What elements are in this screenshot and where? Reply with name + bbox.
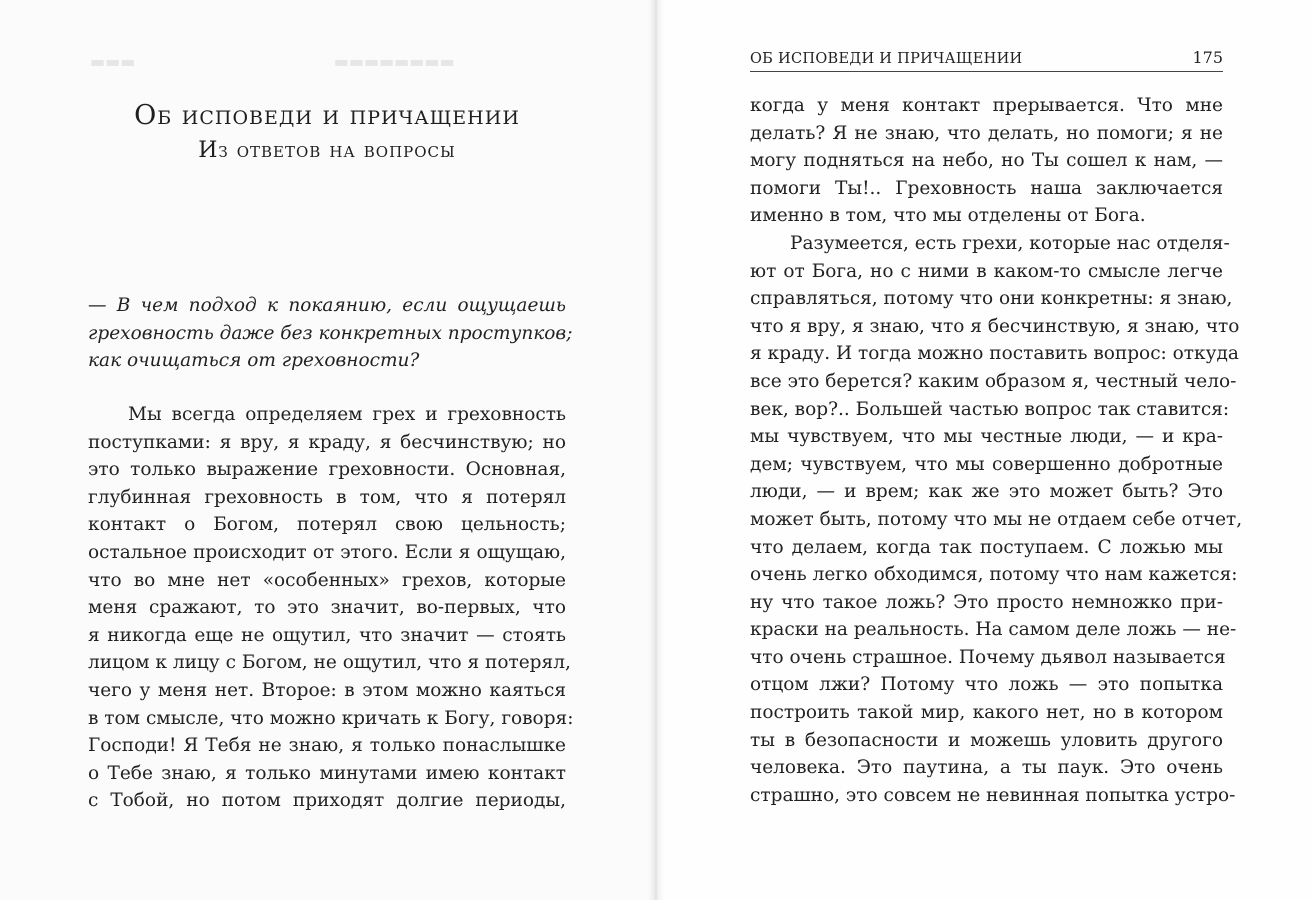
text-line: что я вру, я знаю, что я бесчинствую, я знаю, что (750, 315, 1240, 337)
text-line: с Тобой, но потом приходят долгие периоды, (88, 790, 566, 812)
running-head-title: ОБ ИСПОВЕДИ И ПРИЧАЩЕНИИ (750, 51, 1023, 67)
text-line: лицом к лицу с Богом, не ощутил, что я потерял, (88, 652, 571, 674)
text-line: построить такой мир, какого нет, но в котором (750, 702, 1223, 724)
text-line: я краду. И тогда можно поставить вопрос: откуда (750, 343, 1239, 365)
page-number: 175 (1192, 48, 1223, 67)
text-line: что делаем, когда так поступаем. С ложью мы (750, 536, 1223, 558)
text-line: я никогда еще не ощутил, что значит — стоять (88, 624, 566, 646)
text-line: глубинная греховность в том, что я потерял (88, 486, 566, 508)
text-line: Господи! Я Тебя не знаю, я только понаслышке (88, 735, 566, 757)
left-page (0, 0, 655, 900)
text-line: как очищаться от греховности? (88, 350, 420, 372)
question-text (88, 292, 573, 375)
text-line: очень легко обходимся, потому что нам кажется: (750, 564, 1238, 586)
text-line: человека. Это паутина, а ты паук. Это очень (750, 757, 1223, 779)
text-line: что во мне нет «особенных» грехов, которые (88, 569, 566, 591)
text-line: отцом лжи? Потому что ложь — это попытка (750, 674, 1223, 696)
text-line: ты в безопасности и можешь уловить другого (750, 729, 1223, 751)
text-line: это только выражение греховности. Основная, (88, 459, 566, 481)
text-line: что очень страшное. Почему дьявол называется (750, 646, 1226, 668)
text-line: краски на реальность. На самом деле ложь — не- (750, 619, 1237, 641)
text-line: справляться, потому что они конкретны: я знаю, (750, 288, 1233, 310)
text-line: контакт о Богом, потерял свою цельность; (88, 514, 566, 536)
text-line: именно в том, что мы отделены от Бога. (750, 205, 1146, 227)
text-line: дем; чувствуем, что мы совершенно добротные (750, 453, 1223, 475)
text-line: мы чувствуем, что мы честные люди, — и кра- (750, 426, 1223, 448)
text-line: помоги Ты!.. Греховность наша заключается (750, 177, 1223, 199)
text-line: Разумеется, есть грехи, которые нас отделя- (790, 232, 1230, 254)
text-line: делать? Я не знаю, что делать, но помоги; я не (750, 122, 1223, 144)
text-line: ют от Бога, но с ними в каком-то смысле легче (750, 260, 1223, 282)
text-line: когда у меня контакт прерывается. Что мне (750, 95, 1223, 116)
text-line: в том смысле, что можно кричать к Богу, говоря: (88, 707, 574, 729)
text-line: все это берется? каким образом я, честный чело- (750, 370, 1237, 392)
text-line: страшно, это совсем не невинная попытка устро- (750, 784, 1236, 806)
running-head (750, 47, 1223, 72)
text-line: о Тебе знаю, я только минутами имею контакт (88, 762, 566, 784)
text-line: греховность даже без конкретных проступков; (88, 322, 573, 344)
chapter-subtitle: Из ответов на вопросы (198, 138, 456, 163)
text-line: могу подняться на небо, но Ты сошел к нам, — (750, 150, 1223, 172)
text-line: чего у меня нет. Второе: в этом можно каяться (88, 679, 566, 701)
text-line: ну что такое ложь? Это просто немножко при- (750, 591, 1223, 613)
text-line: может быть, потому что мы не отдаем себе отчет, (750, 508, 1243, 530)
text-line: люди, — и врем; как же это может быть? Это (750, 481, 1223, 503)
text-line: остальное происходит от этого. Если я ощущаю, (88, 541, 566, 563)
body-text (750, 92, 1243, 809)
book-gutter (648, 0, 664, 900)
answer-paragraph (88, 401, 574, 815)
text-line: поступками: я вру, я краду, я бесчинствую; но (88, 431, 566, 453)
text-line: век, вор?.. Большей частью вопрос так ставится: (750, 398, 1230, 420)
text-line: Мы всегда определяем грех и греховность (128, 404, 566, 425)
right-page (655, 0, 1312, 900)
text-line: меня сражают, то это значит, во-первых, что (88, 597, 566, 619)
chapter-title: Об исповеди и причащении (134, 100, 520, 131)
show-through-text: ▬▬▬ ▬▬▬▬▬▬▬▬ (90, 52, 455, 71)
text-line: — В чем подход к покаянию, если ощущаешь (88, 295, 566, 316)
